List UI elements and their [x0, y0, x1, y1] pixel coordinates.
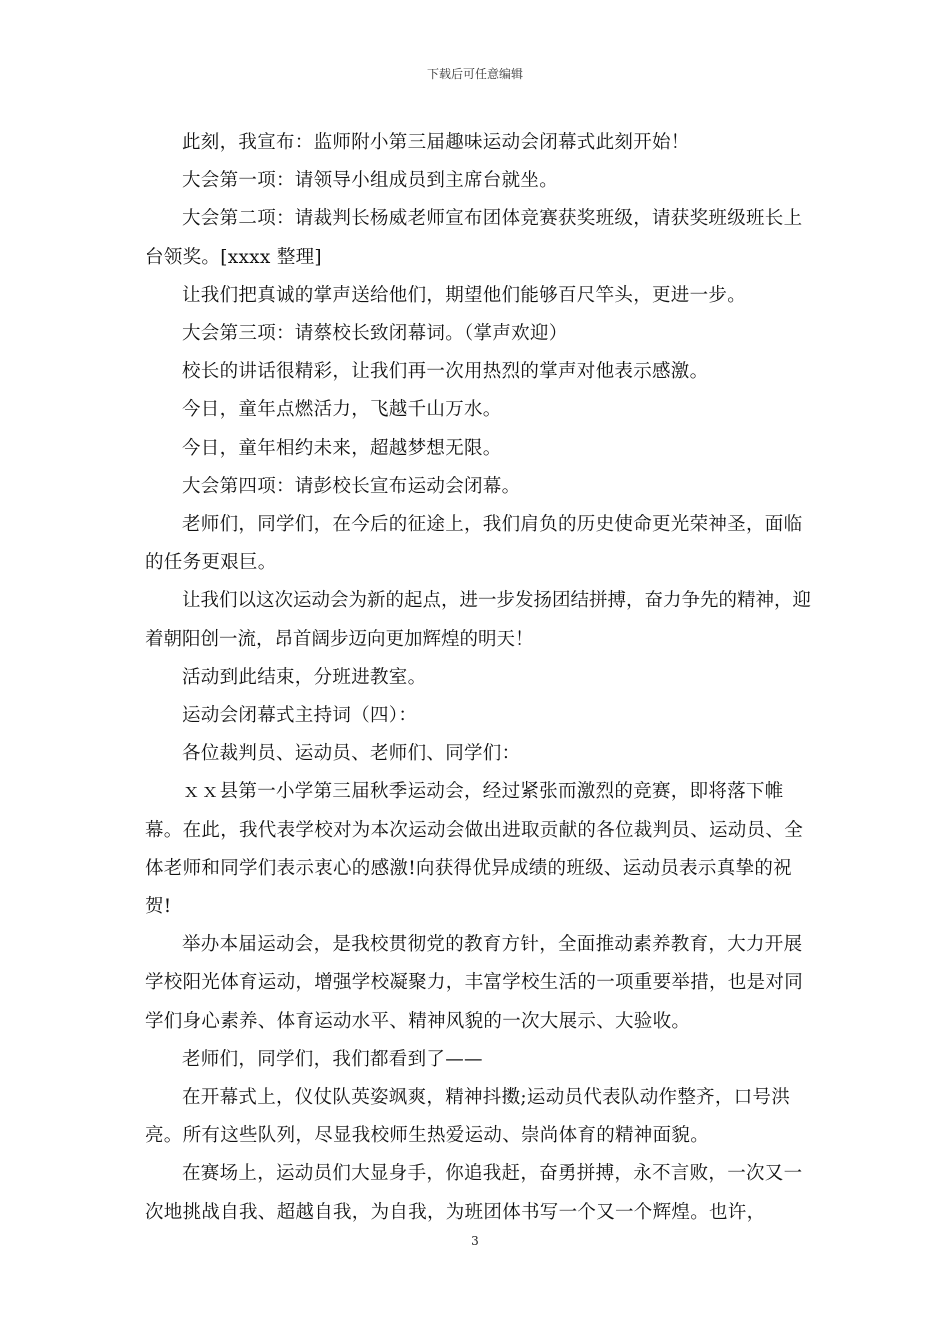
paragraph-4: 让我们把真诚的掌声送给他们，期望他们能够百尺竿头，更进一步。 [182, 284, 747, 306]
document-body [145, 124, 817, 1232]
paragraph-8: 今日，童年相约未来，超越梦想无限。 [182, 437, 502, 459]
paragraph-1: 此刻，我宣布：监师附小第三届趣味运动会闭幕式此刻开始！ [182, 132, 690, 153]
paragraph-9: 大会第四项：请彭校长宣布运动会闭幕。 [182, 475, 521, 497]
paragraph-19: 在赛场上，运动员们大显身手，你追我赶，奋勇拼搏，永不言败，一次又一次地挑战自我、超越自我，为自我，为班团体书写一个又一个辉煌。也许， [145, 1163, 803, 1223]
page-header-note: 下载后可任意编辑 [426, 67, 523, 81]
paragraph-3: 大会第二项：请裁判长杨威老师宣布团体竞赛获奖班级，请获奖班级班长上台领奖。[xxxx 整理] [145, 208, 803, 268]
paragraph-14: 各位裁判员、运动员、老师们、同学们： [182, 743, 521, 765]
paragraph-2: 大会第一项：请领导小组成员到主席台就坐。 [182, 170, 559, 192]
paragraph-12: 活动到此结束，分班进教室。 [182, 666, 427, 688]
paragraph-13: 运动会闭幕式主持词（四）： [182, 705, 418, 727]
paragraph-15: ｘｘ县第一小学第三届秋季运动会，经过紧张而激烈的竞赛，即将落下帷幕。在此，我代表学校对为本次运动会做出进取贡献的各位裁判员、运动员、全体老师和同学们表示衷心的感激!向获得优异成绩的班级、运动员表示真挚的祝贺! [145, 781, 804, 918]
paragraph-10: 老师们，同学们，在今后的征途上，我们肩负的历史使命更光荣神圣，面临的任务更艰巨。 [145, 514, 803, 574]
paragraph-18: 在开幕式上，仪仗队英姿飒爽，精神抖擞;运动员代表队动作整齐，口号洪亮。所有这些队列，尽显我校师生热爱运动、崇尚体育的精神面貌。 [145, 1087, 791, 1147]
paragraph-6: 校长的讲话很精彩，让我们再一次用热烈的掌声对他表示感激。 [182, 361, 709, 383]
paragraph-17: 老师们，同学们，我们都看到了—— [182, 1048, 483, 1070]
paragraph-16: 举办本届运动会，是我校贯彻党的教育方针，全面推动素养教育，大力开展学校阳光体育运动，增强学校凝聚力，丰富学校生活的一项重要举措，也是对同学们身心素养、体育运动水平、精神风貌的一次大展示、大验收。 [145, 934, 804, 1032]
paragraph-5: 大会第三项：请蔡校长致闭幕词。（掌声欢迎） [182, 323, 568, 345]
paragraph-7: 今日，童年点燃活力，飞越千山万水。 [182, 399, 502, 421]
page-number: 3 [471, 1234, 479, 1248]
paragraph-11: 让我们以这次运动会为新的起点，进一步发扬团结拼搏，奋力争先的精神，迎着朝阳创一流，昂首阔步迈向更加辉煌的明天！ [145, 590, 812, 650]
